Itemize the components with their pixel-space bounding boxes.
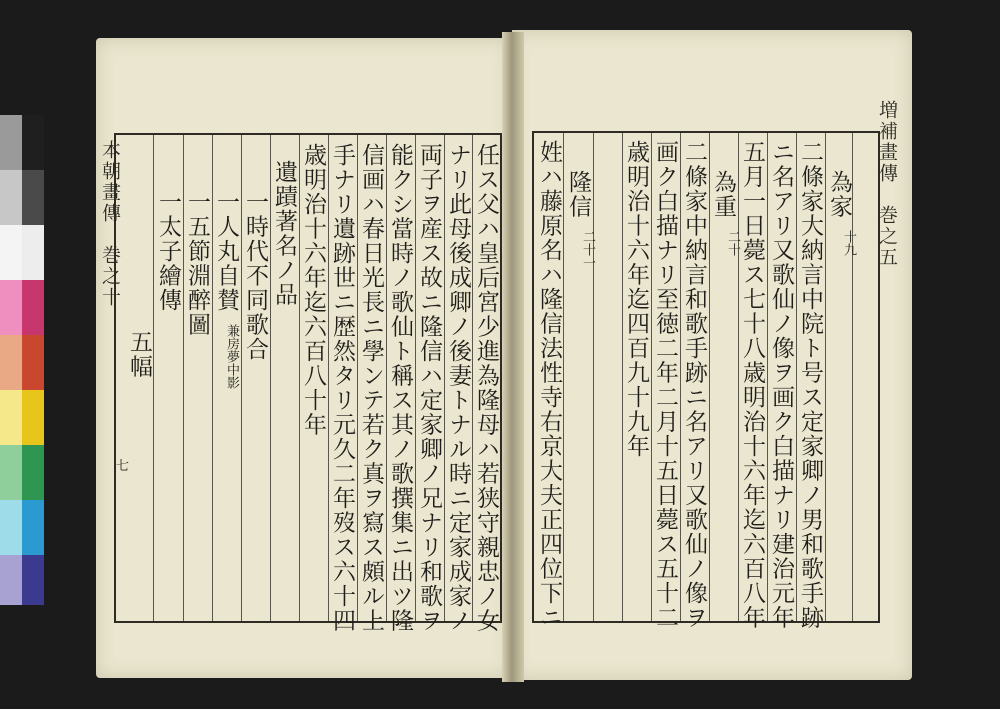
text-column: 姓ハ藤原名ハ隆信法性寺右京大夫正四位下ニ — [536, 140, 562, 630]
entry-heading: 為家 — [826, 170, 852, 219]
entry-heading: 為重 — [710, 170, 736, 219]
green-swatch — [22, 445, 44, 500]
text-column: ナリ此母後成卿ノ後妻トナル時ニ定家成家ノ — [445, 143, 471, 633]
text-column: 信画ハ春日光長ニ學ンテ若ク真ヲ寫ス頗ル上 — [358, 143, 384, 633]
list-item: 一人丸自賛 — [213, 190, 239, 313]
entry-number: 二十一 — [580, 230, 595, 269]
violet-swatch — [0, 555, 22, 605]
cyan-swatch — [22, 500, 44, 555]
text-column: 歳明治十六年迄四百九十九年 — [623, 140, 649, 459]
white-swatch — [22, 225, 44, 280]
annotation-note: 兼房夢中影 — [224, 324, 239, 389]
yellow-swatch — [22, 390, 44, 445]
text-column: 二條家中納言和歌手跡ニ名アリ又歌仙ノ像ヲ — [681, 140, 707, 630]
column-rule — [153, 135, 154, 621]
text-column: 遺蹟著名ノ品 — [271, 160, 297, 307]
column-rule — [593, 133, 594, 621]
blue-swatch — [22, 555, 44, 605]
black-swatch — [22, 115, 44, 170]
gray-swatch — [0, 115, 22, 170]
book-gutter — [502, 32, 524, 682]
text-column: 歳明治十六年迄六百八十年 — [300, 143, 326, 437]
entry-number: 十九 — [841, 230, 856, 256]
white-swatch — [0, 225, 22, 280]
list-item: 一五節淵醉圖 — [184, 190, 210, 337]
text-column: ニ名アリ又歌仙ノ像ヲ画ク白描ナリ建治元年 — [768, 140, 794, 630]
text-column: 両子ヲ産ス故ニ隆信ハ定家卿ノ兄ナリ和歌ヲ — [416, 143, 442, 633]
gray-swatch — [0, 170, 22, 225]
annotation-note: 五幅 — [126, 330, 152, 379]
magenta-swatch — [22, 280, 44, 335]
folio-number: 七 — [116, 459, 130, 474]
pink-swatch — [0, 280, 22, 335]
list-item: 一太子繪傳 — [155, 190, 181, 313]
entry-number: 二十 — [725, 230, 740, 256]
text-column: 任ス父ハ皇后宮少進為隆母ハ若狭守親忠ノ女 — [473, 143, 499, 633]
text-column: 五月一日薨ス七十八歳明治十六年迄六百八年 — [739, 140, 765, 630]
yellow-swatch — [0, 390, 22, 445]
color-calibration-strip — [0, 115, 44, 605]
orange-swatch — [0, 335, 22, 390]
spine-title: 本朝畫傳 巻之十 — [99, 140, 121, 308]
green-swatch — [0, 445, 22, 500]
gray-swatch — [22, 170, 44, 225]
red-swatch — [22, 335, 44, 390]
text-column: 能クシ當時ノ歌仙ト稱ス其ノ歌撰集ニ出ツ隆 — [387, 143, 413, 633]
cyan-swatch — [0, 500, 22, 555]
column-rule — [852, 133, 853, 621]
spine-title: 増補畫傳 巻之五 — [876, 100, 898, 268]
text-column: 手ナリ遺跡世ニ歴然タリ元久二年歿ス六十四 — [329, 143, 355, 633]
text-column: 二條家大納言中院ト号ス定家卿ノ男和歌手跡 — [797, 140, 823, 630]
list-item: 一時代不同歌合 — [242, 190, 268, 362]
column-rule — [563, 133, 564, 621]
text-column: 画ク白描ナリ至徳二年二月十五日薨ス五十二 — [652, 140, 678, 630]
entry-heading: 隆信 — [565, 170, 591, 219]
